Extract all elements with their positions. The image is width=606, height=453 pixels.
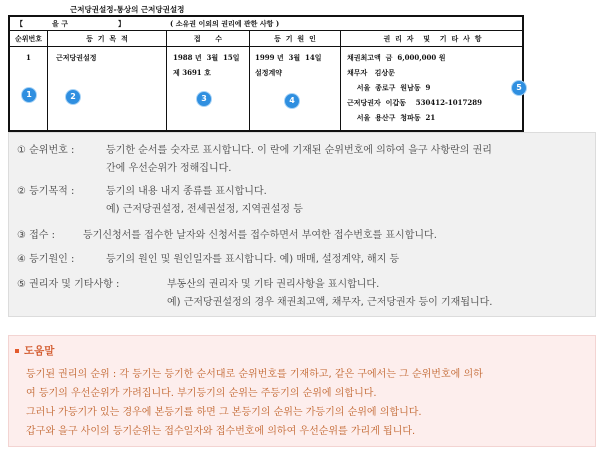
- explanation-label: ② 등기목적 :: [17, 186, 75, 197]
- rights-line: 채권최고액 금 6,000,000 원: [347, 53, 446, 62]
- section-bracket-left: 【: [16, 19, 23, 28]
- receipt-number: 제 3691 호: [173, 68, 211, 77]
- help-line: 갑구와 을구 사이의 등기순위는 접수일자와 접수번호에 의하여 우선순위를 가리게 됩니다.: [26, 426, 416, 437]
- explanation-text: 등기의 원인 및 원인일자를 표시합니다. 예) 매매, 설정계약, 해지 등: [106, 254, 400, 265]
- callout-badge-2: 2: [65, 89, 81, 105]
- callout-badge-4: 4: [284, 93, 300, 109]
- help-title: [15, 343, 54, 358]
- column-header-row: [10, 31, 522, 47]
- help-line: 여 등기의 우선순위가 가려집니다. 부기등기의 순위는 주등기의 순위에 의합니다.: [26, 388, 377, 399]
- rights-line: 서울 용산구 청파동 21: [347, 113, 436, 122]
- column-divider: [47, 31, 48, 130]
- rank-value: 1: [26, 53, 31, 62]
- column-divider: [340, 31, 341, 130]
- bullet-icon: [15, 349, 19, 353]
- section-bracket-right: 】: [118, 19, 125, 28]
- explanation-label: ⑤ 권리자 및 기타사항 :: [17, 279, 120, 290]
- callout-badge-3: 3: [196, 91, 212, 107]
- header-receipt: 접 수: [193, 34, 223, 43]
- explanation-label: ④ 등기원인 :: [17, 254, 75, 265]
- cause-date: 1999 년 3월 14일: [255, 53, 322, 62]
- help-title-text: 도움말: [24, 345, 55, 357]
- explanation-text: 등기의 내용 내지 종류를 표시합니다.: [106, 186, 267, 197]
- explanation-label: ③ 접수 :: [17, 230, 56, 241]
- column-divider: [166, 31, 167, 130]
- rights-line: 채무자 김상문: [347, 68, 395, 77]
- help-line: 등기된 권리의 순위 : 각 등기는 등기한 순서대로 순위번호를 기재하고, 같은 구에서는 그 순위번호에 의하: [26, 369, 483, 380]
- header-rights: 권 리 자 및 기 타 사 항: [383, 34, 482, 43]
- explanation-text: 예) 근저당권설정, 전세권설정, 지역권설정 등: [106, 204, 303, 215]
- help-line: 그러나 가등기가 있는 경우에 본등기를 하면 그 본등기의 순위는 가등기의 순위에 의합니다.: [26, 407, 422, 418]
- section-header: [10, 17, 522, 31]
- purpose-value: 근저당권설정: [56, 53, 97, 62]
- explanation-box: [8, 132, 596, 317]
- explanation-text: 부동산의 권리자 및 기타 권리사항을 표시합니다.: [167, 279, 380, 290]
- callout-badge-5: 5: [511, 80, 527, 96]
- rights-line: 서울 종로구 원남동 9: [347, 83, 431, 92]
- rights-line: 근저당권자 이갑동 530412-1017289: [347, 98, 482, 107]
- section-name: 을 구: [52, 19, 68, 28]
- column-divider: [249, 31, 250, 130]
- explanation-text: 등기신청서를 접수한 날자와 신청서를 접수하면서 부여한 접수번호를 표시합니다.: [83, 230, 437, 241]
- registry-form: [8, 15, 524, 132]
- header-rank: 순위번호: [14, 34, 43, 43]
- explanation-text: 간에 우선순위가 정해집니다.: [106, 163, 232, 174]
- section-description: ( 소유권 이외의 권리에 관한 사항 ): [170, 19, 280, 28]
- help-box: [8, 335, 596, 447]
- header-cause: 등 기 원 인: [274, 34, 316, 43]
- header-purpose: 등 기 목 적: [86, 34, 128, 43]
- explanation-label: ① 순위번호 :: [17, 145, 75, 156]
- document-title: 근저당권설정-통상의 근저당권설정: [70, 5, 185, 14]
- receipt-date: 1988 년 3월 15일: [173, 53, 240, 62]
- explanation-text: 예) 근저당권설정의 경우 채권최고액, 채무자, 근저당권자 등이 기재됩니다.: [167, 297, 493, 308]
- callout-badge-1: 1: [21, 87, 37, 103]
- explanation-text: 등기한 순서를 숫자로 표시합니다. 이 란에 기재된 순위번호에 의하여 을구 사항란의 권리: [106, 145, 492, 156]
- cause-reason: 설정계약: [255, 68, 283, 77]
